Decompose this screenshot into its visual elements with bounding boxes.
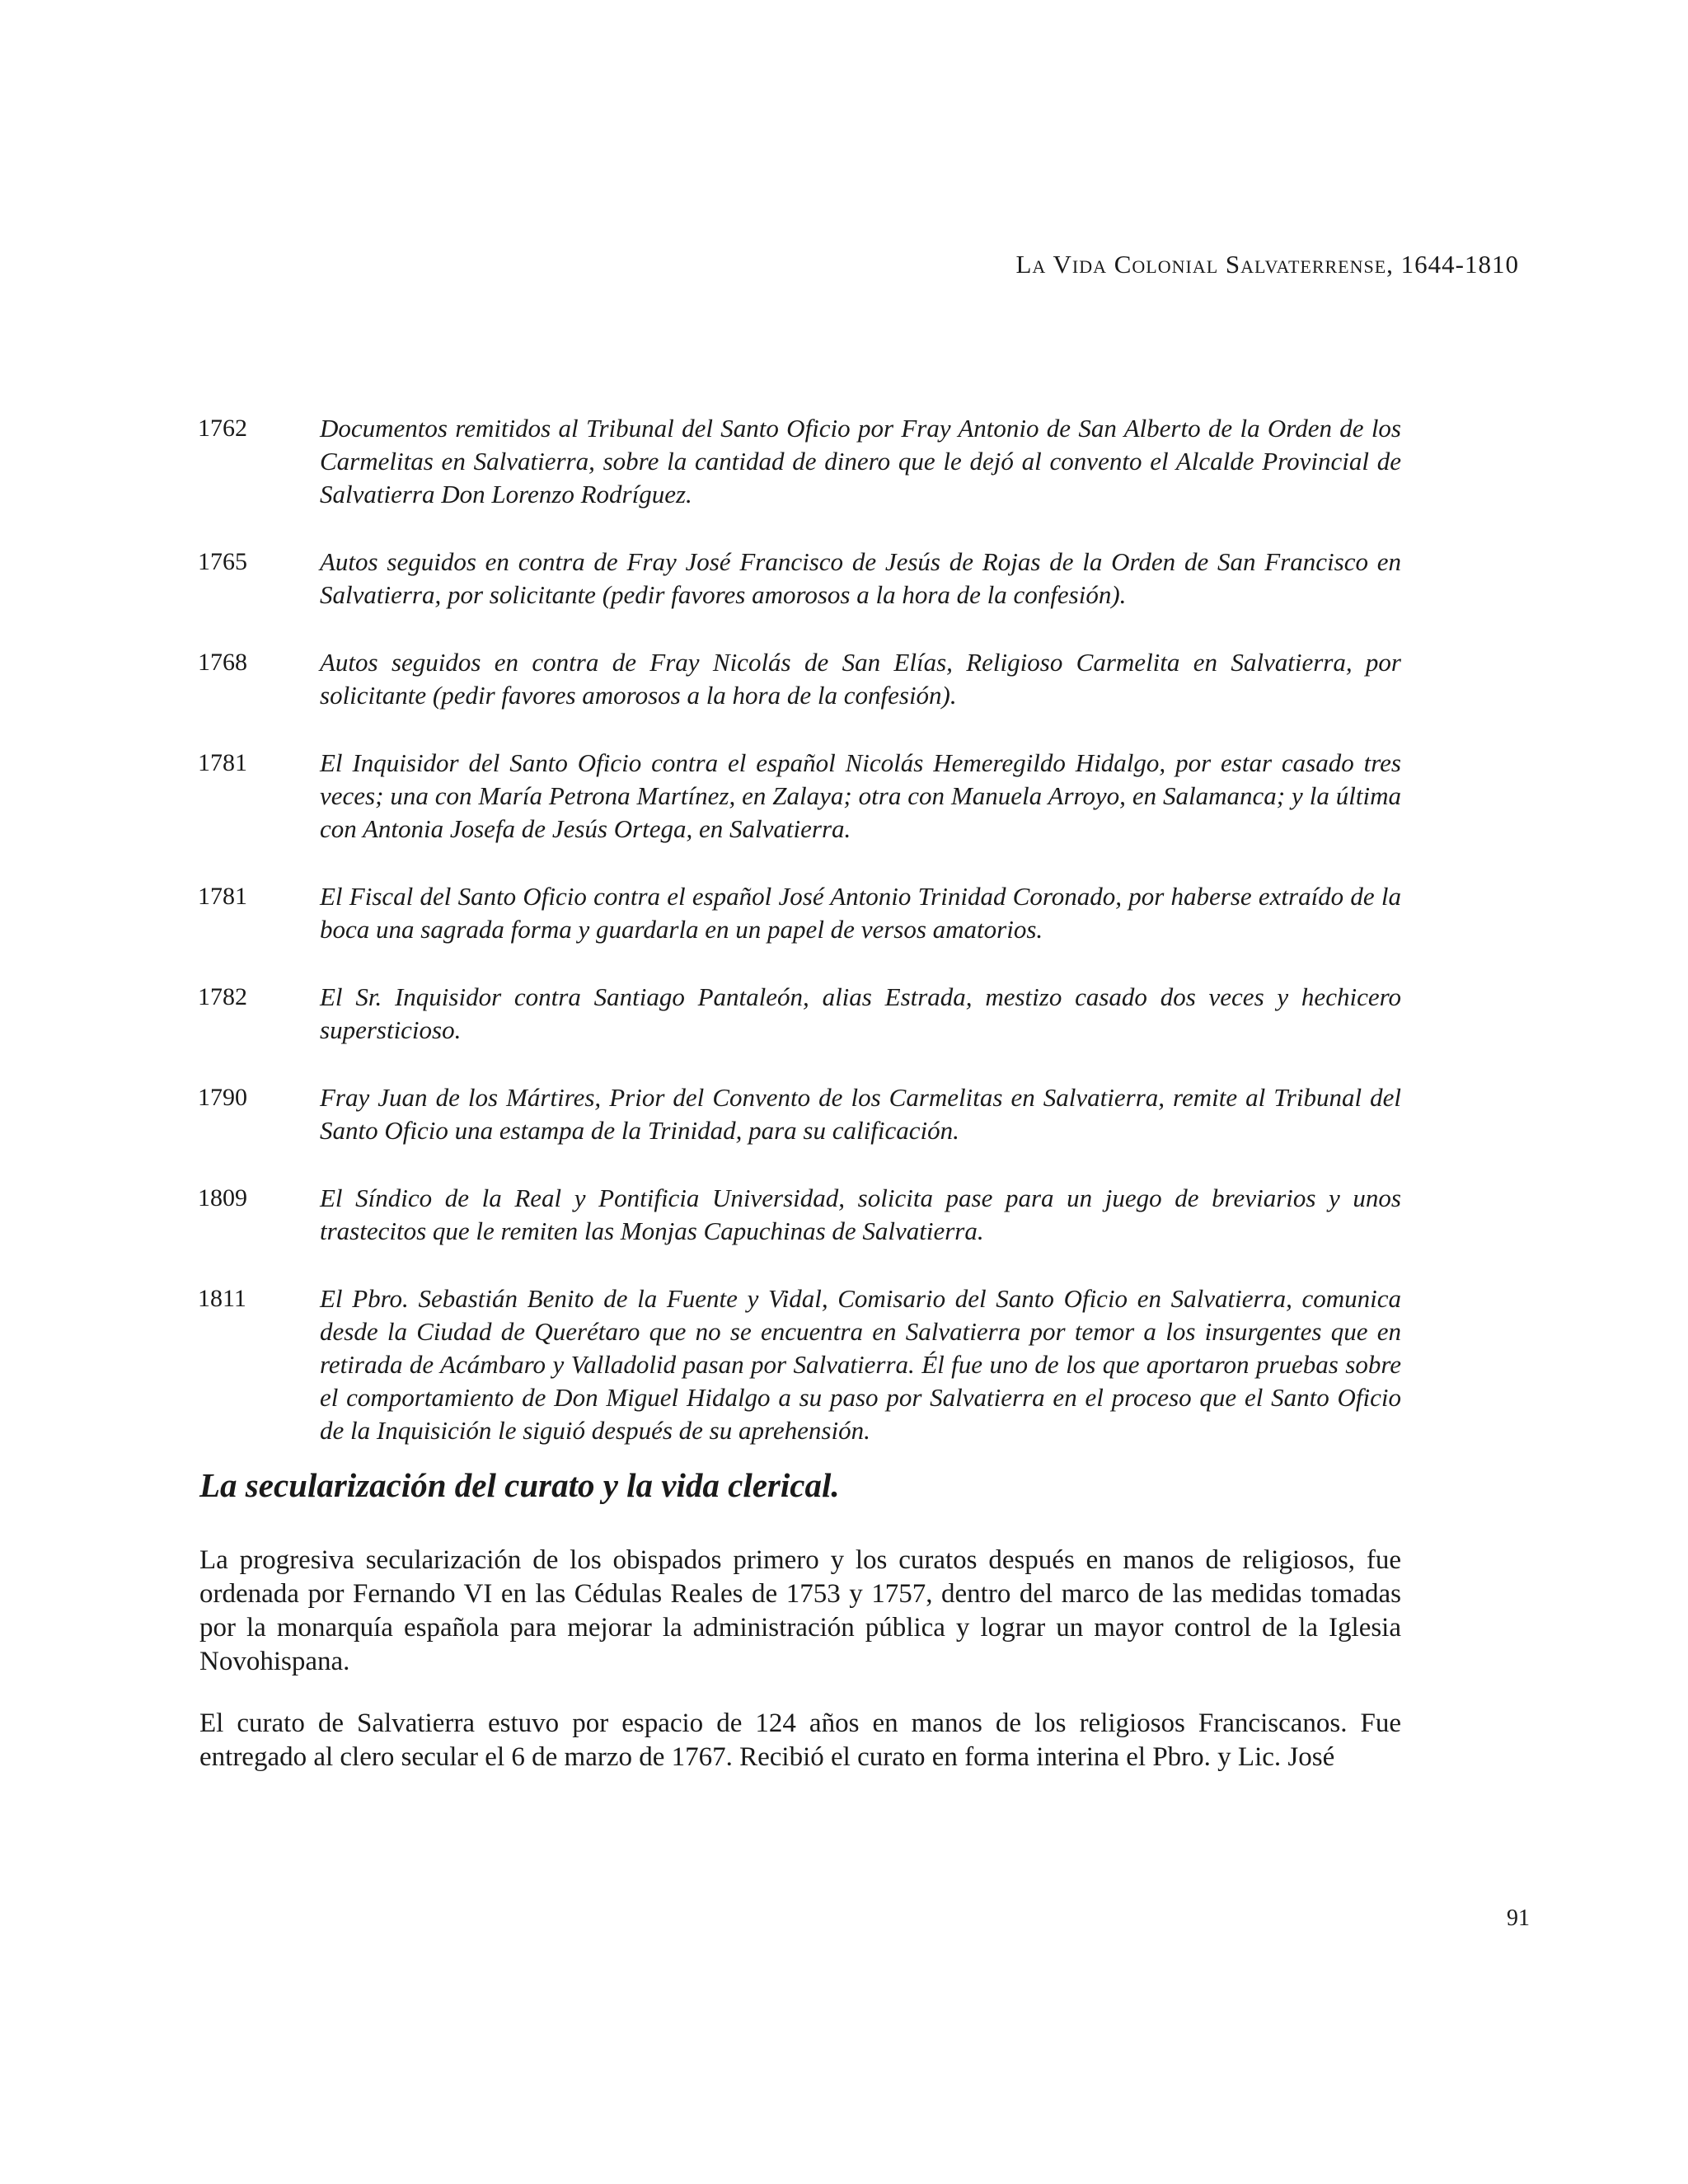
- record-year: 1768: [198, 649, 247, 676]
- record-entry: [198, 880, 1401, 946]
- record-year: 1809: [198, 1184, 247, 1212]
- record-description: El Fiscal del Santo Oficio contra el español José Antonio Trinidad Coronado, por haberse extraído de la boca una sagrada forma y guardarla en un papel de versos amatorios.: [320, 882, 1401, 944]
- body-paragraph: La progresiva secularización de los obispados primero y los curatos después en manos de religiosos, fue ordenada por Fernando VI en las Cédulas Reales de 1753 y 1757, dentro del marco de las medidas tomadas por la monarquía española para mejorar la administración pública y lograr un mayor control de la Iglesia Novohispana.: [199, 1545, 1401, 1676]
- record-description: El Inquisidor del Santo Oficio contra el español Nicolás Hemeregildo Hidalgo, por estar casado tres veces; una con María Petrona Martínez, en Zalaya; otra con Manuela Arroyo, en Salamanca; y la última con Antonia Josefa de Jesús Ortega, en Salvatierra.: [320, 748, 1401, 843]
- record-year: 1782: [198, 983, 247, 1010]
- record-year: 1811: [198, 1285, 246, 1312]
- running-header: La Vida Colonial Salvaterrense, 1644-1810: [1015, 250, 1519, 279]
- record-entry: [198, 646, 1401, 712]
- record-year: 1781: [198, 883, 247, 910]
- record-description: El Síndico de la Real y Pontificia Universidad, solicita pase para un juego de breviarios y unos trastecitos que le remiten las Monjas Capuchinas de Salvatierra.: [320, 1183, 1401, 1245]
- record-year: 1781: [198, 749, 247, 776]
- record-entry: [198, 546, 1401, 612]
- record-year: 1762: [198, 415, 247, 442]
- record-description: El Pbro. Sebastián Benito de la Fuente y Vidal, Comisario del Santo Oficio en Salvatierra, comunica desde la Ciudad de Querétaro que no se encuentra en Salvatierra por temor a los insurgentes que en retirada de Acámbaro y Valladolid pasan por Salvatierra. Él fue uno de los que aportaron pruebas sobre el comportamiento de Don Miguel Hidalgo a su paso por Salvatierra en el proceso que el Santo Oficio de la Inquisición le siguió después de su aprehensión.: [320, 1284, 1401, 1445]
- record-description: Fray Juan de los Mártires, Prior del Convento de los Carmelitas en Salvatierra, remite al Tribunal del Santo Oficio una estampa de la Trinidad, para su calificación.: [320, 1083, 1401, 1145]
- record-entry: [198, 981, 1401, 1047]
- record-description: Autos seguidos en contra de Fray José Francisco de Jesús de Rojas de la Orden de San Francisco en Salvatierra, por solicitante (pedir favores amorosos a la hora de la confesión).: [320, 547, 1401, 609]
- record-entry: [198, 1081, 1401, 1147]
- record-entry: [198, 1282, 1401, 1447]
- record-entry: [198, 1182, 1401, 1248]
- record-year: 1765: [198, 548, 247, 575]
- body-paragraph: El curato de Salvatierra estuvo por espacio de 124 años en manos de los religiosos Franciscanos. Fue entregado al clero secular el 6 de marzo de 1767. Recibió el curato en forma interina el Pbro. y Lic. José: [199, 1708, 1401, 1772]
- section-heading: La secularización del curato y la vida clerical.: [199, 1466, 840, 1504]
- record-description: Autos seguidos en contra de Fray Nicolás de San Elías, Religioso Carmelita en Salvatierra, por solicitante (pedir favores amorosos a la hora de la confesión).: [320, 648, 1401, 710]
- record-description: Documentos remitidos al Tribunal del Santo Oficio por Fray Antonio de San Alberto de la Orden de los Carmelitas en Salvatierra, sobre la cantidad de dinero que le dejó al convento el Alcalde Provincial de Salvatierra Don Lorenzo Rodríguez.: [320, 414, 1401, 509]
- page-number: 91: [1507, 1905, 1530, 1931]
- inquisition-records-list: [198, 412, 1401, 1482]
- record-entry: [198, 747, 1401, 846]
- record-description: El Sr. Inquisidor contra Santiago Pantaleón, alias Estrada, mestizo casado dos veces y hechicero supersticioso.: [320, 982, 1401, 1044]
- record-year: 1790: [198, 1084, 247, 1111]
- record-entry: [198, 412, 1401, 511]
